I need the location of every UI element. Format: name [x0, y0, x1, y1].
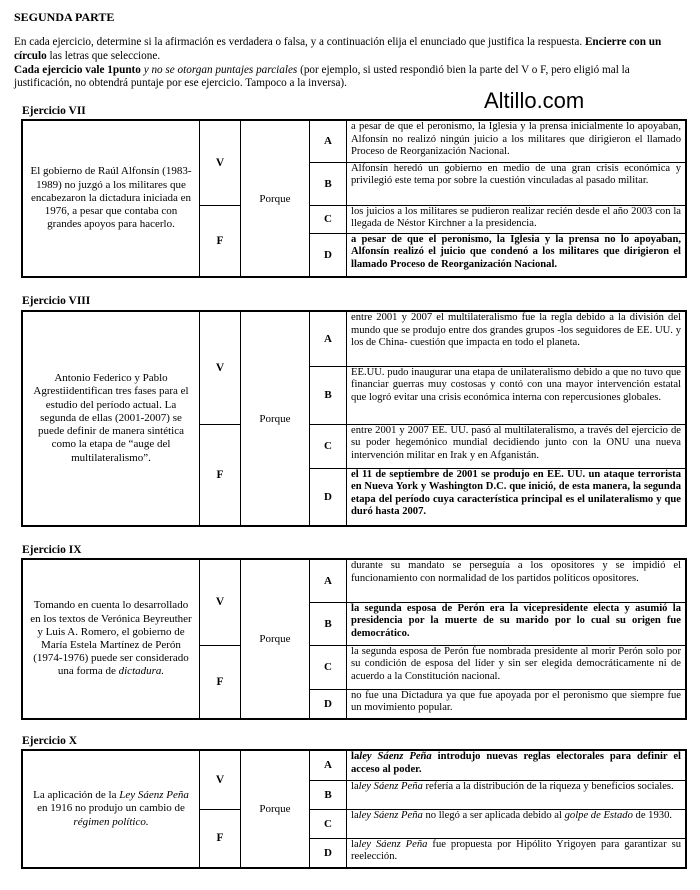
exercise-8-option-d[interactable]: el 11 de septiembre de 2001 se produjo en EE. UU. un ataque terrorista en Nueva York y Washington D.C. que inició, de esta manera, la segunda etapa del período cuya característica principal es el unilateralismo y que duró hasta 2007.: [347, 468, 687, 526]
exercise-10-option-d-law: ley Sáenz Peña: [358, 838, 428, 850]
exercise-10-option-a-law: ley Sáenz Peña: [359, 751, 432, 762]
exercise-7-option-a[interactable]: a pesar de que el peronismo, la Iglesia y la prensa inicialmente lo apoyaban, Alfonsín no realizó ningún juicio a los militares que dirigieron el llamado Proceso de Reorganización Nacional.: [347, 120, 687, 162]
exercise-9-option-c[interactable]: la segunda esposa de Perón fue nombrada presidente al morir Perón solo por su condición de esposa del líder y sin ser elegida democráticamente ni de acuerdo a la Constitución nacional.: [347, 645, 687, 689]
exercise-10-porque: Porque: [241, 750, 310, 868]
exercise-7-title: Ejercicio VII: [22, 105, 86, 117]
exercise-10-table: [21, 749, 687, 869]
exercise-10-option-b-letter[interactable]: B: [310, 780, 347, 809]
exercise-10-option-c-golpe: golpe de Estado: [564, 809, 633, 821]
exercise-10-option-c-letter[interactable]: C: [310, 809, 347, 838]
exercise-9-option-d[interactable]: no fue una Dictadura ya que fue apoyada por el peronismo que siempre fue un movimiento popular.: [347, 689, 687, 719]
exercise-10-option-b-law: ley Sáenz Peña: [358, 780, 423, 792]
exercise-10-option-c[interactable]: [347, 809, 687, 838]
exercise-8-statement: Antonio Federico y Pablo Agrestiidentifican tres fases para el estudio del período actual. La segunda de ellas (2001-2007) se puede definir de manera sintética como la etapa de “auge del multilateralismo”.: [22, 311, 200, 526]
exercise-10-statement-text-1: La aplicación de la: [33, 789, 117, 802]
exercise-10-statement: [22, 750, 200, 868]
exercise-7-statement: El gobierno de Raúl Alfonsín (1983-1989) no juzgó a los militares que encabezaron la dictadura iniciada en 1976, a pesar que contaba con grandes apoyos para hacerlo.: [22, 120, 200, 277]
exercise-10-option-b-article: la: [351, 780, 359, 792]
exercise-10-true[interactable]: V: [200, 750, 241, 809]
instructions: [14, 36, 686, 91]
exercise-10-option-c-end: de 1930.: [635, 809, 673, 821]
exercise-8-option-b-letter[interactable]: B: [310, 366, 347, 424]
exercise-8-table: [21, 310, 687, 527]
exercise-10-option-c-article: la: [351, 809, 359, 821]
exercise-10-option-a-article: la: [351, 751, 360, 762]
exercise-8-option-c[interactable]: entre 2001 y 2007 EE. UU. pasó al multilateralismo, a través del ejercicio de su poder hegemónico mundial decidiendo junto con la ONU una nueva intervención militar en Irak y en Afganistán.: [347, 424, 687, 468]
exercise-10-option-a-letter[interactable]: A: [310, 750, 347, 780]
exercise-10-option-a[interactable]: [347, 750, 687, 780]
exercise-8-porque: Porque: [241, 311, 310, 526]
exercise-8-option-d-letter[interactable]: D: [310, 468, 347, 526]
exercise-8-option-a-letter[interactable]: A: [310, 311, 347, 366]
exercise-9-option-a-letter[interactable]: A: [310, 559, 347, 602]
exercise-7-option-d[interactable]: a pesar de que el peronismo, la Iglesia y la prensa no lo apoyaban, Alfonsín realizó el juicio que condenó a los militares que dirigieron el llamado Proceso de Reorganización Nacional.: [347, 233, 687, 277]
exercise-7-option-a-letter[interactable]: A: [310, 120, 347, 162]
exercise-9-option-d-letter[interactable]: D: [310, 689, 347, 719]
exercise-8-false[interactable]: F: [200, 424, 241, 526]
exercise-7-option-d-letter[interactable]: D: [310, 233, 347, 277]
exercise-7-option-c[interactable]: los juicios a los militares se pudieron realizar recién desde el año 2003 con la llegada de Néstor Kirchner a la presidencia.: [347, 205, 687, 233]
exercise-8-option-c-letter[interactable]: C: [310, 424, 347, 468]
exercise-10-option-d-letter[interactable]: D: [310, 838, 347, 868]
exercise-9-option-a[interactable]: durante su mandato se perseguía a los opositores y se impidió el funcionamiento con normalidad de los partidos políticos opositores.: [347, 559, 687, 602]
exercise-7-true[interactable]: V: [200, 120, 241, 205]
exercise-9-true[interactable]: V: [200, 559, 241, 645]
exercise-10-option-a-text: introdujo nuevas reglas electorales para definir el acceso al poder.: [351, 751, 681, 775]
exercise-7-option-c-letter[interactable]: C: [310, 205, 347, 233]
exercise-10-option-b[interactable]: [347, 780, 687, 809]
exercise-7-option-b-letter[interactable]: B: [310, 162, 347, 205]
exercise-9-table: [21, 558, 687, 720]
exercise-9-porque: Porque: [241, 559, 310, 719]
exercise-10-option-b-text: refería a la distribución de la riqueza y beneficios sociales.: [425, 780, 674, 792]
watermark: Altillo.com: [484, 88, 585, 113]
instructions-no-partial: y no se otorgan puntajes parciales: [143, 63, 298, 76]
exercise-8-title: Ejercicio VIII: [22, 295, 91, 307]
exercise-9-statement: [22, 559, 200, 719]
exercise-10-false[interactable]: F: [200, 809, 241, 868]
instructions-text-2: las letras que seleccione.: [49, 49, 161, 62]
exercise-10-option-c-text: no llegó a ser aplicada debido al: [425, 809, 562, 821]
exercise-10-statement-regime: régimen político.: [73, 815, 149, 828]
exercise-8-option-a[interactable]: entre 2001 y 2007 el multilateralismo fue la regla debido a la división del mundo que se produjo entre dos grandes grupos -los seguidores de EE. UU. y los de China- cuestión que impacta en todo el planeta.: [347, 311, 687, 366]
exercise-9-option-b-letter[interactable]: B: [310, 602, 347, 645]
exercise-8-option-b[interactable]: EE.UU. pudo inaugurar una etapa de unilateralismo debido a que no tuvo que financiar guerras muy costosas y contó con una mayor intervención estatal que logró evitar una crisis económica interna con repercusiones globales.: [347, 366, 687, 424]
exercise-10-title: Ejercicio X: [22, 735, 78, 747]
exercise-9-statement-dictadura: dictadura.: [118, 665, 165, 678]
section-title: SEGUNDA PARTE: [14, 10, 115, 24]
exercise-8-true[interactable]: V: [200, 311, 241, 424]
instructions-score-rule: Cada ejercicio vale 1punto: [14, 63, 141, 76]
instructions-text-1: En cada ejercicio, determine si la afirmación es verdadera o falsa, y a continuación elija el enunciado que justifica la respuesta.: [14, 36, 583, 48]
instructions-emphasis: Encierre con un círculo: [14, 36, 662, 62]
exercise-9-title: Ejercicio IX: [22, 544, 82, 556]
exercise-9-option-c-letter[interactable]: C: [310, 645, 347, 689]
exercise-7-false[interactable]: F: [200, 205, 241, 277]
exercise-9-option-b[interactable]: la segunda esposa de Perón era la vicepresidente electa y asumió la presidencia por la muerte de su marido por lo cual su origen fue democrático.: [347, 602, 687, 645]
exercise-10-option-d-article: la: [351, 838, 359, 850]
exercise-7-table: [21, 119, 687, 278]
exercise-10-option-d[interactable]: [347, 838, 687, 868]
exercise-10-option-c-law: ley Sáenz Peña: [358, 809, 423, 821]
exercise-7-option-b[interactable]: Alfonsín heredó un gobierno en medio de una gran crisis económica y privilegió este tema por sobre la cuestión vinculadas al pasado militar.: [347, 162, 687, 205]
exercise-10-option-d-text: fue propuesta por Hipólito Yrigoyen para garantizar su reelección.: [351, 838, 681, 863]
instructions-example: (por ejemplo, si usted respondió bien la parte del V o F, pero eligió mal la justificación, no obtendrá puntaje por ese ejercicio. Tampoco a la inversa).: [14, 63, 630, 90]
exercise-9-statement-text: Tomando en cuenta lo desarrollado en los textos de Verónica Beyreuther y Luis A. Romero, el gobierno de María Estela Martínez de Perón (1974-1976) puede ser considerado una forma de: [30, 599, 192, 678]
exercise-9-false[interactable]: F: [200, 645, 241, 719]
exercise-7-porque: Porque: [241, 120, 310, 277]
exercise-10-statement-text-2: en 1916 no produjo un cambio de: [37, 802, 185, 815]
exercise-10-statement-law: Ley Sáenz Peña: [119, 789, 189, 802]
